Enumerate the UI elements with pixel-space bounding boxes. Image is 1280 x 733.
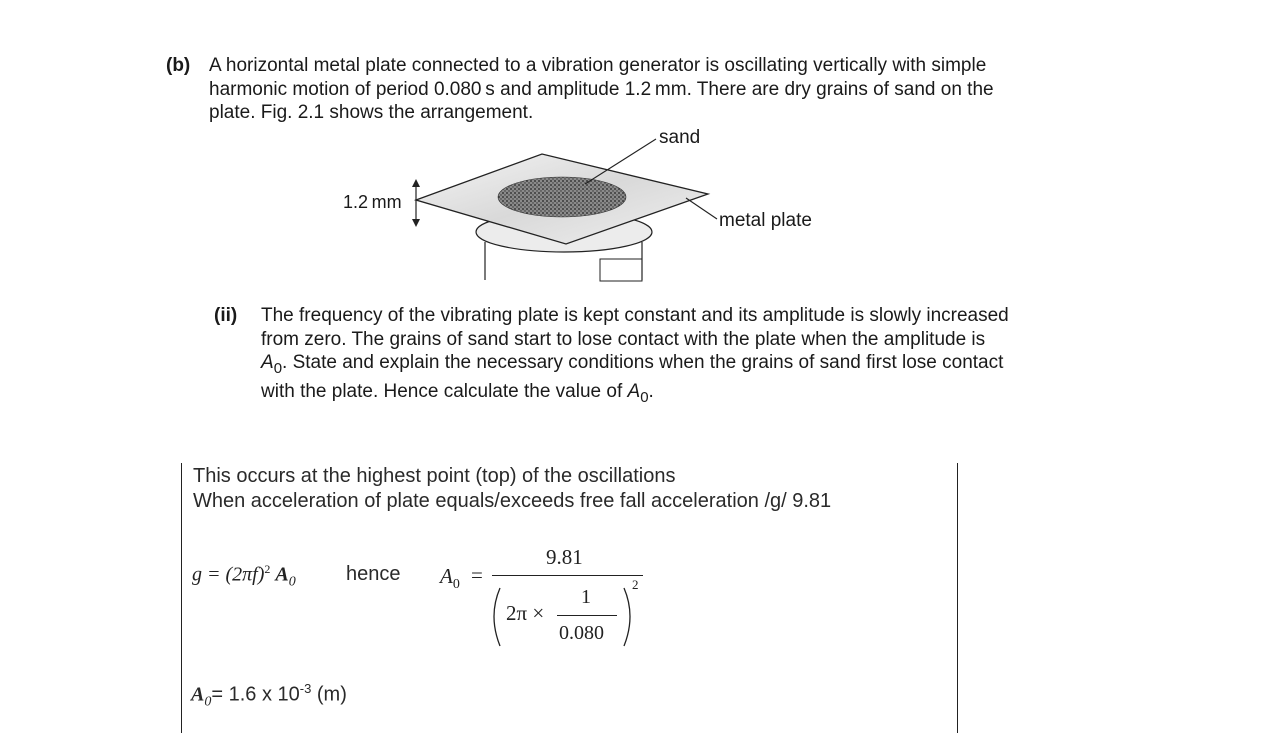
question-b-line-1: A horizontal metal plate connected to a vibration generator is oscillating vertically with simple (209, 55, 987, 76)
equation-lhs (192, 562, 296, 591)
amplitude-label: 1.2 mm (343, 192, 402, 212)
answer-line-2: When acceleration of plate equals/exceeds free fall acceleration /g/ 9.81 (193, 490, 832, 512)
result-symbol (440, 564, 460, 593)
plate-leader-line (686, 198, 717, 219)
sand-grains (498, 177, 626, 217)
amplitude-arrow-down (412, 219, 420, 227)
final-answer (191, 681, 347, 711)
final-value: = 1.6 x 10 (211, 683, 300, 706)
figure-diagram (330, 124, 850, 284)
symbol-a-subscript: 0 (273, 359, 283, 377)
question-ii-line-4-end: . (648, 381, 654, 403)
inner-denominator: 0.080 (559, 622, 604, 644)
denominator-two-pi: 2π × (506, 601, 545, 625)
figure-sand-plate (330, 124, 850, 289)
result-a-subscript: 0 (452, 577, 460, 593)
question-ii-label: (ii) (214, 305, 238, 326)
question-b-text (209, 54, 1039, 125)
answer-line-1: This occurs at the highest point (top) of the oscillations (193, 465, 676, 487)
equals-sign: = (471, 563, 483, 587)
question-ii-line-2: from zero. The grains of sand start to lose contact with the plate when the amplitude is (261, 328, 986, 350)
question-ii-line-3 (261, 351, 1049, 380)
question-ii-text (261, 304, 1049, 410)
fraction-bar (492, 575, 643, 576)
equation-square: 2 (264, 562, 271, 576)
final-a: A (191, 683, 205, 706)
generator-rod (600, 259, 642, 281)
inner-numerator: 1 (581, 586, 591, 608)
metal-plate-label: metal plate (719, 210, 812, 231)
final-unit: (m) (311, 683, 347, 706)
equation-amplitude: A (275, 563, 289, 586)
question-ii-line-4-text: with the plate. Hence calculate the value of (261, 381, 628, 403)
symbol-a: A (261, 352, 274, 373)
question-b-line-3: plate. Fig. 2.1 shows the arrangement. (209, 102, 534, 123)
symbol-a-subscript: 0 (640, 389, 649, 407)
denominator-square: 2 (632, 577, 639, 592)
symbol-a: A (627, 381, 641, 403)
inner-fraction-bar (557, 615, 617, 616)
final-a-subscript: 0 (204, 694, 212, 710)
sand-label: sand (659, 127, 701, 148)
question-b-label: (b) (166, 55, 191, 76)
question-b-line-2: harmonic motion of period 0.080 s and amplitude 1.2 mm. There are dry grains of sand on the (209, 78, 994, 100)
amplitude-arrow-up (412, 179, 420, 187)
question-ii-line-4 (261, 380, 1049, 409)
fraction-numerator: 9.81 (546, 545, 583, 569)
final-exponent: -3 (299, 681, 312, 696)
equation-g-expression: g = (2πf) (192, 563, 265, 586)
question-ii-line-1: The frequency of the vibrating plate is kept constant and its amplitude is slowly increased (261, 305, 1009, 326)
equation-amplitude-subscript: 0 (288, 574, 296, 590)
result-a: A (440, 564, 453, 588)
hence-text: hence (346, 563, 401, 585)
question-ii-line-3-text: . State and explain the necessary conditions when the grains of sand first lose contact (282, 352, 1004, 373)
